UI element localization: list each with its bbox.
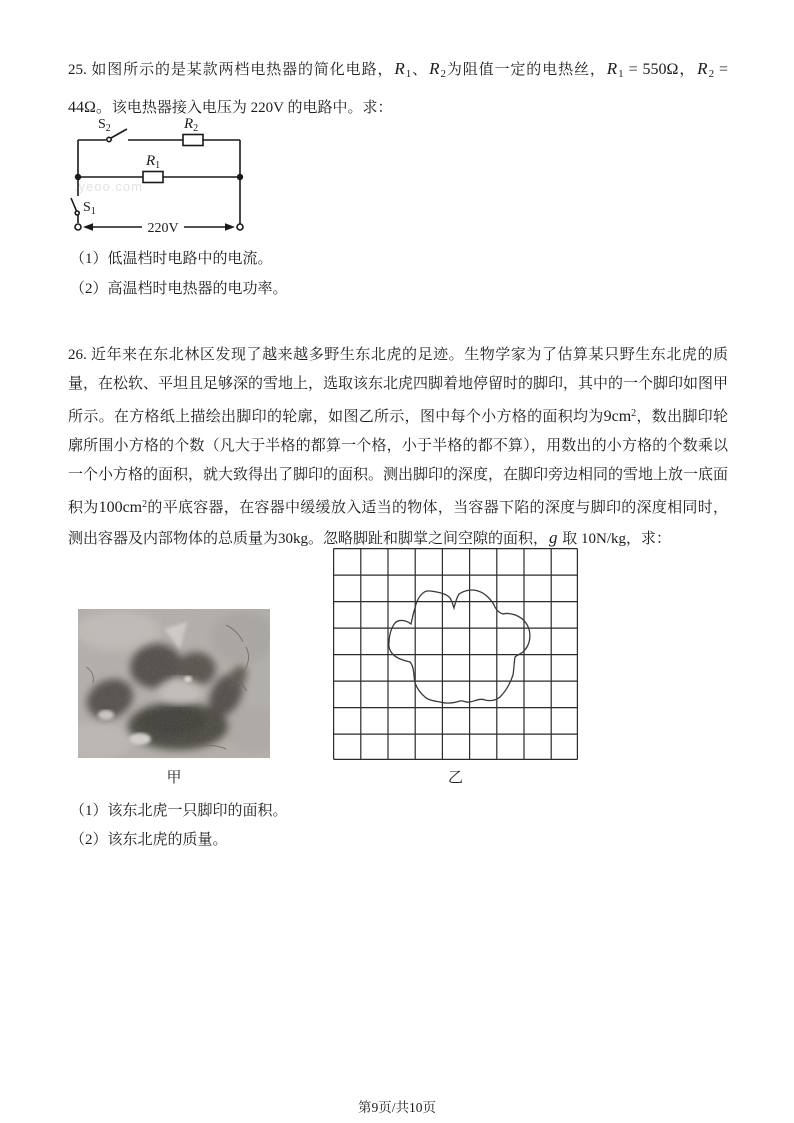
r1-sub: 1 (155, 160, 161, 171)
q25-caesura: 、 (411, 62, 429, 78)
resistor-r1-label (145, 153, 160, 171)
q26-area2-sup: 2 (142, 499, 148, 510)
r2-base: R (184, 116, 194, 132)
switch-s2-blade (111, 129, 127, 138)
photo-caption: 甲 (166, 770, 182, 786)
question-25-items (70, 244, 288, 304)
r2-sub: 2 (193, 123, 199, 134)
resistor-r2-label (183, 116, 198, 134)
q26-area1: 9cm (603, 408, 632, 425)
switch-s1-label (83, 200, 96, 217)
arrowhead-left (83, 223, 93, 231)
junction-right (238, 175, 243, 180)
var-r2-b: R (697, 59, 708, 78)
var-r1: R (394, 59, 405, 78)
q25-item-2: （2）高温档时电热器的电功率。 (70, 281, 288, 297)
switch-s2-label (98, 117, 111, 134)
circuit-wires (71, 129, 243, 230)
question-26-text (68, 341, 728, 554)
switch-s1-contact (75, 211, 79, 215)
var-r1-b: R (606, 59, 618, 78)
s2-base: S (98, 117, 106, 132)
q26-p3: 的平底容器，在容器中缓缓放入适当的物体，当容器下陷的深度与脚印的深度相同时，测出容器及内部物体的总质量为30kg。忽略脚趾和脚掌之间空隙的面积， (68, 500, 728, 547)
arrowhead-right (225, 223, 235, 231)
question-26-items (70, 797, 288, 855)
grid-caption: 乙 (447, 770, 463, 786)
junction-left (76, 175, 81, 180)
switch-s1-blade (71, 198, 77, 211)
pawprint-photo (78, 609, 270, 758)
q26-item-2: （2）该东北虎的质量。 (70, 832, 228, 848)
photo-grain (78, 609, 270, 758)
q26-area1-sup: 2 (631, 408, 637, 419)
page-number-footer: 第9页/共10页 (357, 1100, 436, 1115)
q26-p1: 26. 近年来在东北林区发现了越来越多野生东北虎的足迹。生物学家为了估算某只野生东北虎的质量，在松软、平坦且足够深的雪地上，选取该东北虎四脚着地停留时的脚印，其中的一个脚印如图甲所示。在方格纸上描绘出脚印的轮廓，如图乙所示，图中每个小方格的面积均为 (68, 347, 729, 425)
var-r2-sub: 2 (440, 68, 446, 80)
resistor-r1 (143, 172, 163, 183)
q25-lead: 25. 如图所示的是某款两档电热器的简化电路， (68, 62, 394, 78)
var-r2: R (429, 59, 440, 78)
paw-outline (389, 590, 530, 703)
q26-p4: 取 10N/kg，求： (558, 531, 672, 547)
pawprint-grid-figure (333, 548, 578, 760)
var-r1-b-sub: 1 (618, 68, 624, 80)
q25-tail: 该电热器接入电压为 220V 的电路中。求： (111, 100, 393, 116)
q26-area2: 100cm (98, 499, 143, 516)
q26-item-1: （1）该东北虎一只脚印的面积。 (70, 803, 288, 819)
q25-eq1: = 550Ω， (623, 61, 697, 78)
s2-sub: 2 (105, 123, 111, 134)
circuit-diagram (62, 112, 332, 240)
grid-lines (334, 549, 578, 760)
terminal-left (75, 224, 81, 230)
q25-mid: 为阻值一定的电热丝， (445, 62, 606, 78)
q26-p2: ，数出脚印轮廓所围小方格的个数（凡大于半格的都算一个格，小于半格的都不算），用数出的小方格的个数乘以一个小方格的面积，就大致得出了脚印的面积。测出脚印的深度，在脚印旁边相同的雪地上放一底面积为 (68, 409, 729, 516)
s1-base: S (83, 200, 91, 215)
voltage-label: 220V (147, 221, 179, 236)
var-r1-sub: 1 (405, 68, 412, 80)
terminal-right (237, 224, 243, 230)
var-r2-b-sub: 2 (708, 68, 715, 80)
watermark: .yeoo.com (74, 179, 143, 194)
q26-gvar: g (549, 528, 558, 547)
s1-sub: 1 (90, 206, 96, 217)
q25-item-1: （1）低温档时电路中的电流。 (70, 251, 273, 267)
resistor-r2 (183, 135, 203, 146)
switch-s2-contact (107, 137, 111, 141)
q25-eq2: = 44Ω。 (68, 61, 728, 116)
r1-base: R (146, 153, 156, 169)
